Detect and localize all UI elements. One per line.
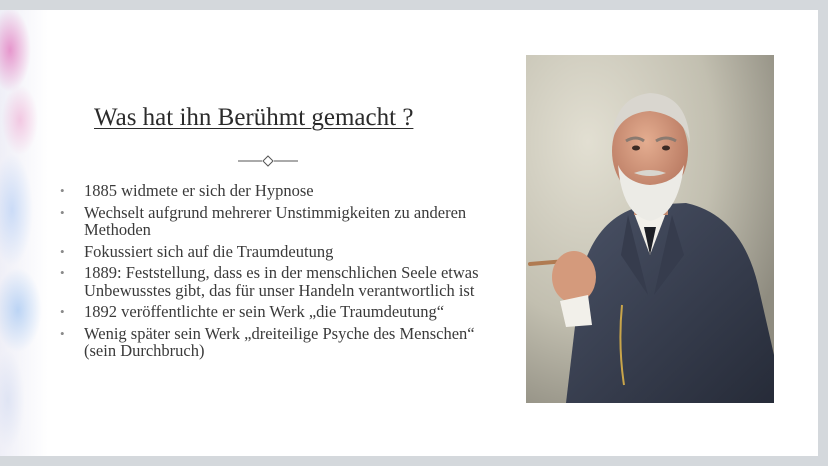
bullet-icon: • [60, 183, 65, 198]
bullet-text: 1892 veröffentlichte er sein Werk „die Traumdeutung“ [84, 302, 445, 321]
bullet-icon: • [60, 204, 65, 220]
bullet-icon: • [60, 304, 65, 319]
ornament-divider-icon [238, 154, 298, 168]
bullet-text: Wenig später sein Werk „dreiteilige Psyche des Menschen“ (sein Durchbruch) [84, 323, 475, 360]
bullet-item [60, 325, 480, 360]
bullet-list [60, 182, 480, 364]
bullet-icon: • [60, 325, 65, 341]
bullet-item [60, 182, 480, 200]
bullet-item [60, 303, 480, 321]
bullet-item [60, 204, 480, 239]
presentation-slide [0, 10, 818, 456]
bullet-item [60, 243, 480, 261]
bullet-text: Wechselt aufgrund mehrerer Unstimmigkeiten zu anderen Methoden [84, 202, 467, 239]
bullet-text: 1885 widmete er sich der Hypnose [84, 181, 314, 200]
bullet-icon: • [60, 265, 65, 280]
slide-title: Was hat ihn Berühmt gemacht ? [94, 104, 414, 131]
bullet-item [60, 264, 480, 299]
portrait-photo [526, 55, 774, 403]
bullet-text: 1889: Feststellung, dass es in der menschlichen Seele etwas Unbewusstes gibt, das für unser Handeln verantwortlich ist [84, 263, 479, 300]
bullet-icon: • [60, 243, 65, 259]
watercolor-decoration [0, 10, 48, 456]
portrait-illustration [526, 55, 774, 403]
bullet-text: Fokussiert sich auf die Traumdeutung [84, 241, 334, 261]
